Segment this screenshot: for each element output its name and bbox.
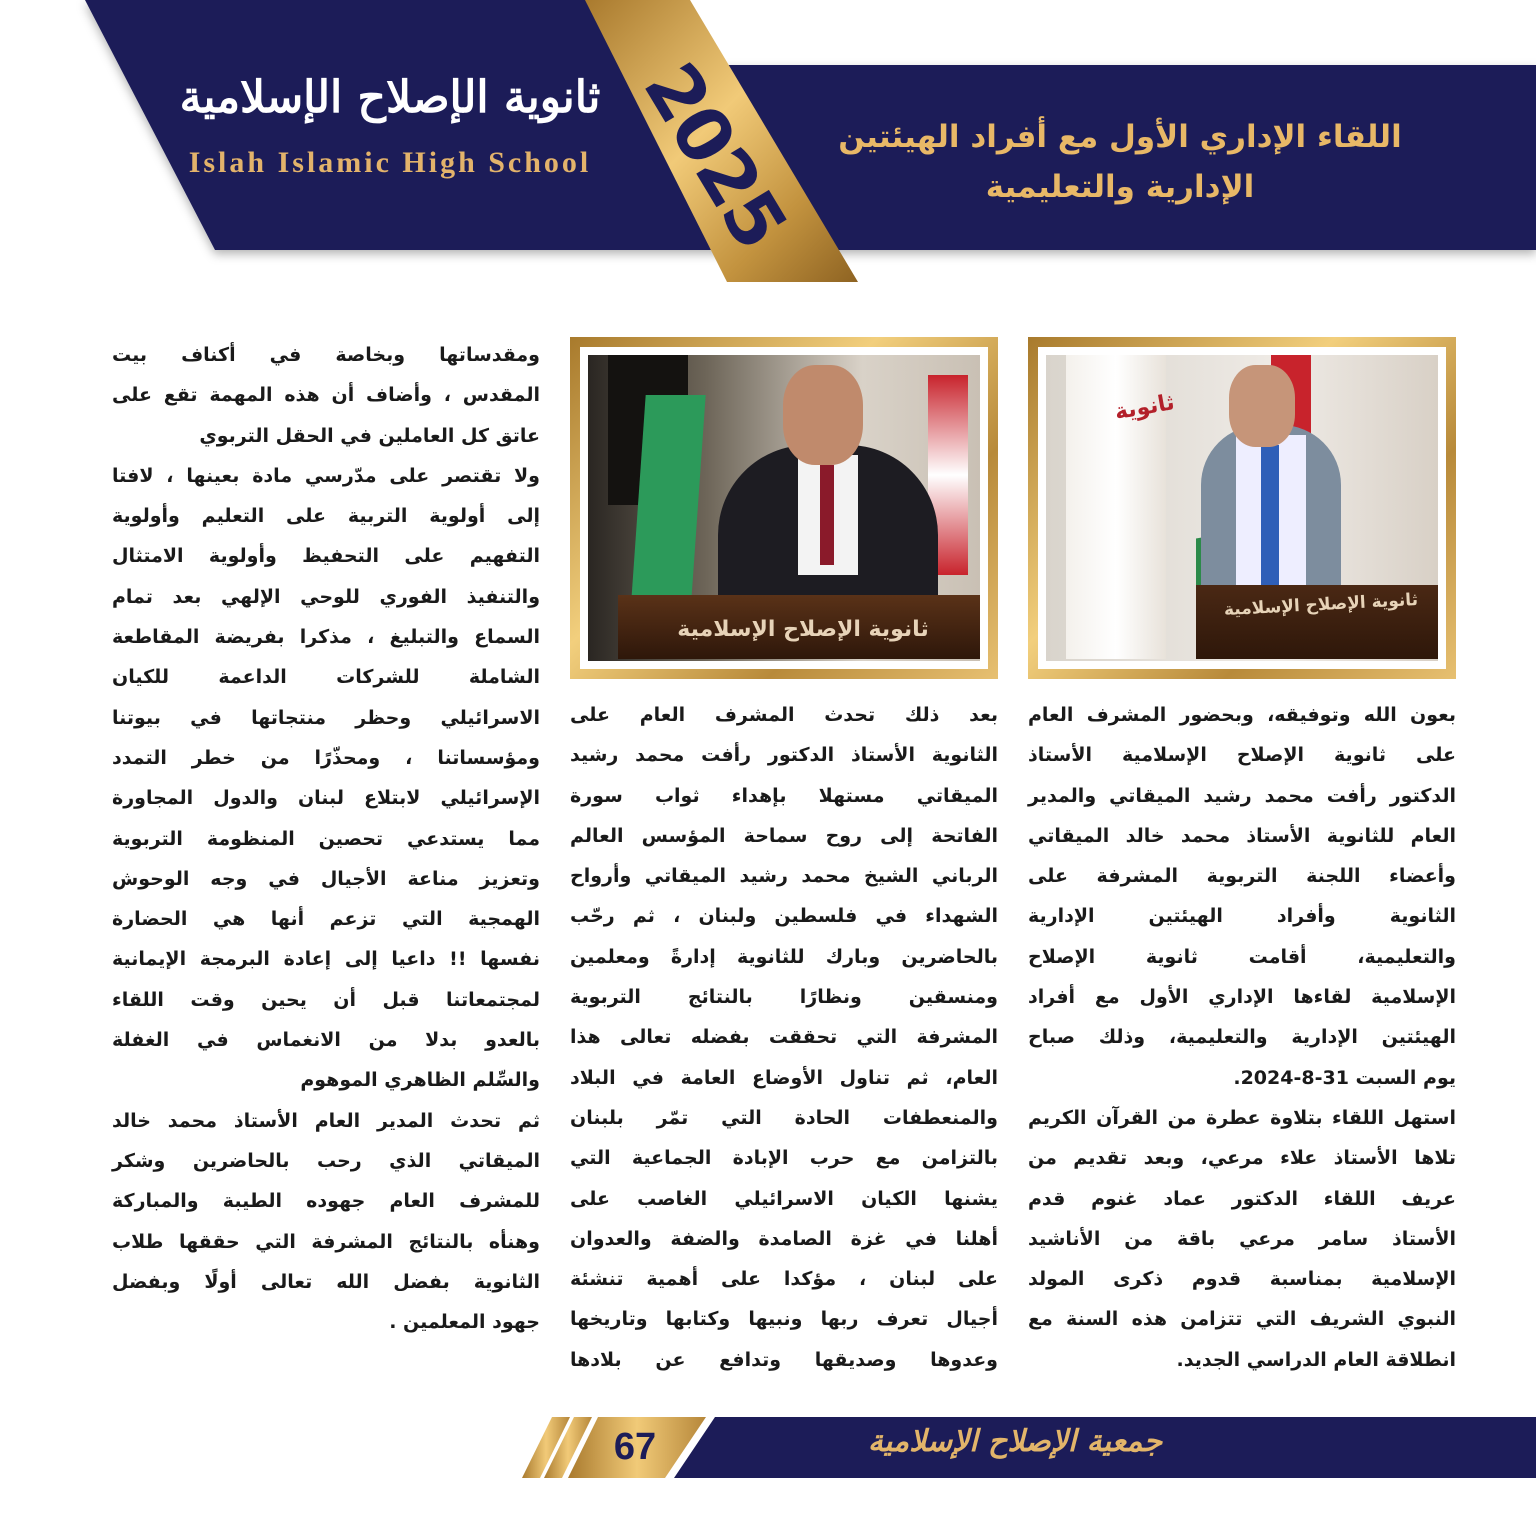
text-line: وأعضاء اللجنة التربوية المشرفة على	[1028, 865, 1456, 888]
text-line: وتعزيز مناعة الأجيال في وجه الوحوش	[112, 867, 540, 890]
text-line: ومؤسساتنا ، ومحذّرًا من خطر التمدد	[112, 746, 540, 769]
text-line: التفهيم على التحفيظ وأولوية الامتثال	[112, 545, 540, 568]
text-line: الإسلامية بمناسبة قدوم ذكرى المولد	[1028, 1268, 1456, 1291]
text-line: لمجتمعاتنا قبل أن يحين وقت اللقاء	[112, 988, 540, 1011]
page-number: 67	[613, 1426, 657, 1468]
text-line: الإسرائيلي لابتلاع لبنان والدول المجاورة	[112, 787, 540, 810]
text-line: بالتزامن مع حرب الإبادة الجماعية التي	[570, 1147, 998, 1170]
text-line: وهنأه بالنتائج المشرفة التي حققها طلاب	[112, 1230, 540, 1253]
text-line: نفسها !! داعيا إلى إعادة البرمجة الإيمانية	[112, 948, 540, 971]
article-column-2	[570, 695, 998, 1380]
flag-text: ثانوية	[1112, 390, 1177, 426]
text-line: الاسرائيلي وحظر منتجاتها في بيوتنا	[112, 706, 540, 729]
text-line: العام، ثم تناول الأوضاع العامة في البلاد	[570, 1066, 998, 1089]
article-title	[800, 112, 1440, 212]
text-line: والسِّلم الظاهري الموهوم	[300, 1069, 540, 1092]
school-logo-arabic: ثانوية الإصلاح الإسلامية	[179, 72, 601, 123]
text-line: تلاها الأستاذ علاء مرعي، وبعد تقديم من	[1028, 1147, 1456, 1170]
text-line: يشنها الكيان الاسرائيلي الغاصب على	[570, 1187, 998, 1210]
podium-text: ثانوية الإصلاح الإسلامية	[677, 617, 929, 642]
text-line: مما يستدعي تحصين المنظومة التربوية	[112, 827, 540, 850]
text-line: والتنفيذ الفوري للوحي الإلهي بعد تمام	[112, 585, 540, 608]
text-line: المشرفة التي تحققت بفضله تعالى هذا	[570, 1026, 998, 1049]
text-line: بالحاضرين وبارك للثانوية إدارةً ومعلمين	[570, 945, 998, 968]
title-line: الإدارية والتعليمية	[985, 169, 1255, 205]
text-line: الدكتور رأفت محمد رشيد الميقاتي والمدير	[1028, 784, 1456, 807]
text-line: بالعدو بدلا من الانغماس في الغفلة	[112, 1029, 540, 1052]
text-line: بعون الله وتوفيقه، وبحضور المشرف العام	[1028, 704, 1456, 726]
year-label: 2025	[626, 48, 803, 263]
text-line: بعد ذلك تحدث المشرف العام على	[570, 704, 998, 726]
text-line: إلى أولوية التربية على التعليم وأولوية	[112, 505, 540, 528]
text-line: الثانوية وأفراد الهيئتين الإدارية	[1028, 905, 1456, 928]
text-line: أهلنا في غزة الصامدة والضفة والعدوان	[570, 1227, 998, 1250]
text-line: ثم تحدث المدير العام الأستاذ محمد خالد	[112, 1109, 540, 1132]
text-line: انطلاقة العام الدراسي الجديد.	[1176, 1348, 1456, 1371]
text-line: على لبنان ، مؤكدا على أهمية تنشئة	[570, 1268, 998, 1291]
text-line: وعدوها وصديقها وتدافع عن بلادها	[570, 1348, 998, 1371]
text-line: يوم السبت 31-8-2024.	[1233, 1066, 1456, 1089]
text-line: الميقاتي مستهلا بإهداء ثواب سورة	[570, 784, 998, 807]
article-column-3	[112, 335, 540, 1342]
text-line: ولا تقتصر على مدّرسي مادة بعينها ، لافتا	[112, 464, 540, 487]
text-line: الإسلامية لقاءها الإداري الأول مع أفراد	[1028, 986, 1456, 1009]
photo-speaker-supervisor	[1046, 355, 1438, 661]
footer-banner	[0, 1400, 1536, 1500]
text-line: الفاتحة إلى روح سماحة المؤسس العالم	[570, 824, 998, 847]
text-line: عاتق كل العاملين في الحقل التربوي	[199, 424, 540, 447]
text-line: ومقدساتها وبخاصة في أكناف بيت	[112, 344, 540, 366]
text-line: والمنعطفات الحادة التي تمّر بلبنان	[570, 1106, 998, 1129]
text-line: عريف اللقاء الدكتور عماد غنوم قدم	[1028, 1187, 1456, 1210]
text-line: على ثانوية الإصلاح الإسلامية الأستاذ	[1028, 744, 1456, 767]
text-line: الأستاذ سامر مرعي باقة من الأناشيد	[1028, 1227, 1456, 1250]
text-line: أجيال تعرف ربها ونبيها وكتابها وتاريخها	[570, 1308, 998, 1331]
text-line: الشهداء في فلسطين ولبنان ، ثم رحّب	[570, 905, 998, 928]
text-line: للمشرف العام جهوده الطيبة والمباركة	[112, 1190, 540, 1213]
text-line: السماع والتبليغ ، مذكرا بفريضة المقاطعة	[112, 626, 540, 649]
text-line: المقدس ، وأضاف أن هذه المهمة تقع على	[112, 384, 540, 407]
photo-frame-director	[570, 337, 998, 679]
title-line: اللقاء الإداري الأول مع أفراد الهيئتين	[838, 119, 1402, 155]
text-line: الهمجية التي تزعم أنها هي الحضارة	[112, 908, 540, 931]
article-column-1	[1028, 695, 1456, 1380]
text-line: الشاملة للشركات الداعمة للكيان	[112, 666, 540, 689]
text-line: والتعليمية، أقامت ثانوية الإصلاح	[1028, 945, 1456, 968]
photo-frame-supervisor	[1028, 337, 1456, 679]
text-line: ومنسقين ونظارًا بالنتائج التربوية	[570, 986, 998, 1009]
text-line: الرباني الشيخ محمد رشيد الميقاتي وأرواح	[570, 865, 998, 888]
text-line: الثانوية الأستاذ الدكتور رأفت محمد رشيد	[570, 744, 998, 767]
text-line: النبوي الشريف التي تتزامن هذه السنة مع	[1028, 1308, 1456, 1331]
text-line: جهود المعلمين .	[389, 1311, 540, 1334]
footer-organization-logo: جمعية الإصلاح الإسلامية	[867, 1424, 1163, 1459]
podium-text: ثانوية الإصلاح الإسلامية	[1223, 589, 1419, 621]
photo-speaker-director	[588, 355, 980, 661]
text-line: الثانوية بفضل الله تعالى أولًا وبفضل	[112, 1270, 540, 1293]
text-line: استهل اللقاء بتلاوة عطرة من القرآن الكريم	[1028, 1106, 1456, 1129]
text-line: الميقاتي الذي رحب بالحاضرين وشكر	[112, 1149, 540, 1172]
text-line: العام للثانوية الأستاذ محمد خالد الميقاتي	[1028, 824, 1456, 847]
text-line: الهيئتين الإدارية والتعليمية، وذلك صباح	[1028, 1026, 1456, 1049]
school-logo-english: Islah Islamic High School	[188, 146, 592, 179]
